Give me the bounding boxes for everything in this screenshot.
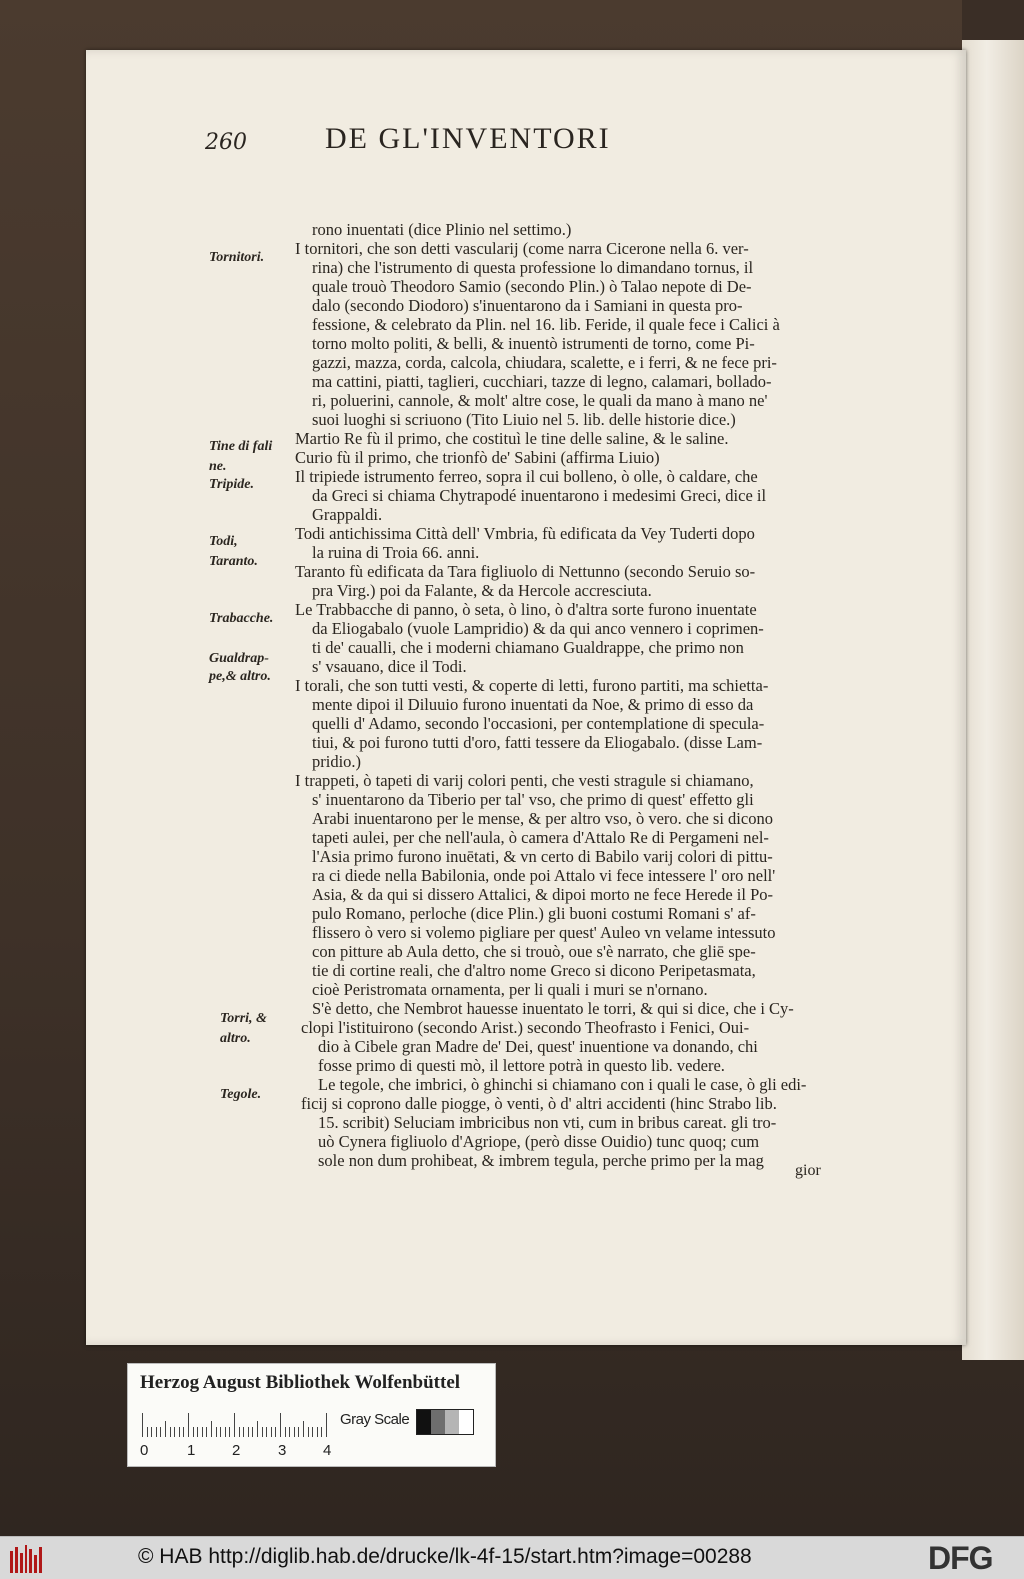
page-header (205, 122, 725, 162)
ruler-tick (142, 1413, 143, 1437)
text-line: fosse primo di questi mò, il lettore potrà in questo lib. vedere. (318, 1056, 725, 1075)
text-line: I torali, che son tutti vesti, & coperte di letti, furono partiti, ma schietta- (295, 676, 769, 695)
text-line: ma cattini, piatti, taglieri, cucchiari, tazze di legno, calamari, bollado- (312, 372, 772, 391)
ruler-tick (294, 1427, 295, 1437)
marginal-note: Todi, (209, 534, 238, 549)
ruler-tick (229, 1427, 230, 1437)
scale-number-2: 2 (232, 1442, 241, 1459)
ruler-tick (160, 1427, 161, 1437)
text-line: Arabi inuentarono per le mense, & per altro vso, ò vero. che si dicono (312, 809, 773, 828)
text-line: I tornitori, che son detti vascularij (come narra Cicerone nella 6. ver- (295, 239, 749, 258)
marginal-note: pe,& altro. (209, 669, 271, 684)
ruler-tick (312, 1427, 313, 1437)
gray-swatch (417, 1410, 431, 1434)
library-label (127, 1363, 496, 1467)
text-line: dalo (secondo Diodoro) s'inuentarono da i Samiani in questa pro- (312, 296, 743, 315)
text-line: da Eliogabalo (vuole Lampridio) & da qui anco vennero i coprimen- (312, 619, 764, 638)
text-line: 15. scribit) Seluciam imbricibus non vti, cum in bribus careat. gli tro- (318, 1113, 777, 1132)
text-line: pridio.) (312, 752, 362, 771)
hab-logo-icon (10, 1545, 42, 1573)
ruler-tick (303, 1421, 304, 1437)
ruler-tick (202, 1427, 203, 1437)
text-line: Le tegole, che imbrici, ò ghinchi si chiamano con i quali le case, ò gli edi- (318, 1075, 807, 1094)
ruler-tick (298, 1427, 299, 1437)
ruler-tick (170, 1427, 171, 1437)
ruler-tick (266, 1427, 267, 1437)
running-title: DE GL'INVENTORI (325, 122, 611, 155)
marginal-note: ne. (209, 459, 227, 474)
text-line: clopi l'istituirono (secondo Arist.) secondo Theofrasto i Fenici, Oui- (301, 1018, 750, 1037)
ruler-tick (275, 1427, 276, 1437)
text-line: tie di cortine reali, che d'altro nome Greco si dicono Peripetasmata, (312, 961, 756, 980)
marginal-note: Tegole. (220, 1087, 262, 1102)
text-line: Grappaldi. (312, 505, 383, 524)
scale-number-1: 1 (187, 1442, 196, 1459)
ruler-tick (326, 1413, 327, 1437)
text-line: da Greci si chiama Chytrapodé inuentarono i medesimi Greci, dice il (312, 486, 767, 505)
ruler-tick (271, 1427, 272, 1437)
text-line: ri, poluerini, cannole, & molt' altre cose, le quali da mano à mano ne' (312, 391, 768, 410)
gray-swatch (445, 1410, 459, 1434)
text-line: uò Cynera figliuolo d'Agriope, (però disse Ouidio) tunc quoq; cum (318, 1132, 760, 1151)
marginal-note: altro. (220, 1031, 251, 1046)
gray-scale-label: Gray Scale (340, 1411, 410, 1428)
marginal-note: Tornitori. (209, 250, 265, 265)
text-line: cioè Peristromata ornamenta, per li quali i muri se n'ornano. (312, 980, 708, 999)
marginal-note: Taranto. (209, 554, 258, 569)
text-line: Todi antichissima Città dell' Vmbria, fù edificata da Vey Tuderti dopo (295, 524, 755, 543)
ruler-tick (225, 1427, 226, 1437)
ruler-tick (234, 1413, 235, 1437)
ruler-tick (211, 1421, 212, 1437)
text-line: ti de' caualli, che i moderni chiamano Gualdrappe, che primo non (312, 638, 744, 657)
ruler-tick (197, 1427, 198, 1437)
ruler-tick (252, 1427, 253, 1437)
marginal-note: Trabacche. (209, 611, 274, 626)
ruler-tick (257, 1421, 258, 1437)
ruler-tick (193, 1427, 194, 1437)
ruler-tick (151, 1427, 152, 1437)
text-line: gazzi, mazza, corda, calcola, chiudara, scalette, e i ferri, & ne fece pri- (312, 353, 777, 372)
ruler-tick (206, 1427, 207, 1437)
text-line: rono inuentati (dice Plinio nel settimo.) (312, 220, 572, 239)
facing-page-edge (962, 0, 1024, 1360)
text-line: ra ci diede nella Babilonia, onde poi Attalo vi fece intessere l' oro nell' (312, 866, 776, 885)
footer-bar (0, 1536, 1024, 1579)
text-line: ficij si coprono dalle piogge, ò venti, ò d' altri accidenti (hinc Strabo lib. (301, 1094, 777, 1113)
text-line: torno molto politi, & belli, & inuentò istrumenti de torno, come Pi- (312, 334, 755, 353)
text-line: Curio fù il primo, che trionfò de' Sabini (affirma Liuio) (295, 448, 660, 467)
text-line: tapeti aulei, per che nell'aula, ò camera d'Attalo Re di Pergameni nel- (312, 828, 769, 847)
text-line: s' inuentarono da Tiberio per tal' vso, che primo di quest' effetto gli (312, 790, 754, 809)
marginal-note: Gualdrap- (209, 651, 269, 666)
ruler-tick (280, 1413, 281, 1437)
gray-scale-swatches (416, 1409, 474, 1435)
ruler-tick (156, 1427, 157, 1437)
text-line: flissero ò vero si volemo pigliare per quest' Auleo vn velame intessuto (312, 923, 776, 942)
text-line: Le Trabbacche di panno, ò seta, ò lino, ò d'altra sorte furono inuentate (295, 600, 757, 619)
text-line: quale trouò Theodoro Samio (secondo Plin.) ò Talao nepote di De- (312, 277, 752, 296)
text-line: l'Asia primo furono inuētati, & vn certo di Babilo varij colori di pittu- (312, 847, 773, 866)
text-line: pra Virg.) poi da Falante, & da Hercole accresciuta. (312, 581, 652, 600)
page-number: 260 (205, 130, 247, 155)
text-line: I trappeti, ò tapeti di varij colori penti, che vesti stragule si chiamano, (295, 771, 754, 790)
text-line: tiui, & poi furono tutti d'oro, fatti tessere da Eliogabalo. (disse Lam- (312, 733, 763, 752)
text-line: rina) che l'istrumento di questa professione lo dimandano tornus, il (312, 258, 754, 277)
ruler-tick (285, 1427, 286, 1437)
ruler-tick (308, 1427, 309, 1437)
copyright-url[interactable]: © HAB http://diglib.hab.de/drucke/lk-4f-15/start.htm?image=00288 (138, 1545, 752, 1568)
facing-page-shadow (962, 0, 1024, 40)
gray-swatch (431, 1410, 445, 1434)
ruler-tick (174, 1427, 175, 1437)
ruler-tick (183, 1427, 184, 1437)
text-line: Asia, & da qui si dissero Attalici, & dipoi morto ne fece Herede il Po- (312, 885, 773, 904)
ruler-tick (243, 1427, 244, 1437)
ruler-tick (317, 1427, 318, 1437)
text-line: Il tripiede istrumento ferreo, sopra il cui bolleno, ò olle, ò caldare, che (295, 467, 758, 486)
text-line: suoi luoghi si scriuono (Tito Liuio nel 5. lib. delle historie dice.) (312, 410, 736, 429)
text-line: Martio Re fù il primo, che costituì le tine delle saline, & le saline. (295, 429, 729, 448)
dfg-logo: DFG (928, 1540, 993, 1576)
ruler-tick (216, 1427, 217, 1437)
scale-number-0: 0 (140, 1442, 149, 1459)
ruler-tick (289, 1427, 290, 1437)
ruler-tick (165, 1421, 166, 1437)
catchword: gior (795, 1162, 821, 1179)
ruler-tick (262, 1427, 263, 1437)
text-line: la ruina di Troia 66. anni. (312, 543, 480, 562)
scale-ruler (142, 1411, 332, 1437)
text-line: Taranto fù edificata da Tara figliuolo di Nettunno (secondo Seruio so- (295, 562, 756, 581)
text-line: quelli d' Adamo, secondo l'occasioni, per contemplatione di specula- (312, 714, 765, 733)
ruler-tick (321, 1427, 322, 1437)
text-line: mente dipoi il Diluuio furono inuentati da Noe, & primo di esso da (312, 695, 754, 714)
ruler-tick (147, 1427, 148, 1437)
text-line: sole non dum prohibeat, & imbrem tegula, perche primo per la mag (318, 1151, 764, 1170)
marginal-note: Tripide. (209, 477, 254, 492)
text-line: S'è detto, che Nembrot hauesse inuentato le torri, & qui si dice, che i Cy- (312, 999, 794, 1018)
scale-number-4: 4 (323, 1442, 332, 1459)
ruler-tick (239, 1427, 240, 1437)
marginal-note: Torri, & (220, 1011, 267, 1026)
text-line: pulo Romano, perloche (dice Plin.) gli buoni costumi Romani s' af- (312, 904, 756, 923)
library-name: Herzog August Bibliothek Wolfenbüttel (140, 1372, 461, 1393)
ruler-tick (220, 1427, 221, 1437)
text-line: s' vsauano, dice il Todi. (312, 657, 467, 676)
ruler-tick (188, 1413, 189, 1437)
text-line: con pitture ab Aula detto, che si trouò, oue s'è narrato, che gliē spe- (312, 942, 756, 961)
gray-swatch (459, 1410, 473, 1434)
scale-number-3: 3 (278, 1442, 287, 1459)
text-line: fessione, & celebrato da Plin. nel 16. lib. Feride, il quale fece i Calici à (312, 315, 780, 334)
ruler-tick (248, 1427, 249, 1437)
ruler-tick (179, 1427, 180, 1437)
marginal-note: Tine di fali (209, 439, 273, 454)
text-line: dio à Cibele gran Madre de' Dei, quest' inuentione va donando, chi (318, 1037, 758, 1056)
